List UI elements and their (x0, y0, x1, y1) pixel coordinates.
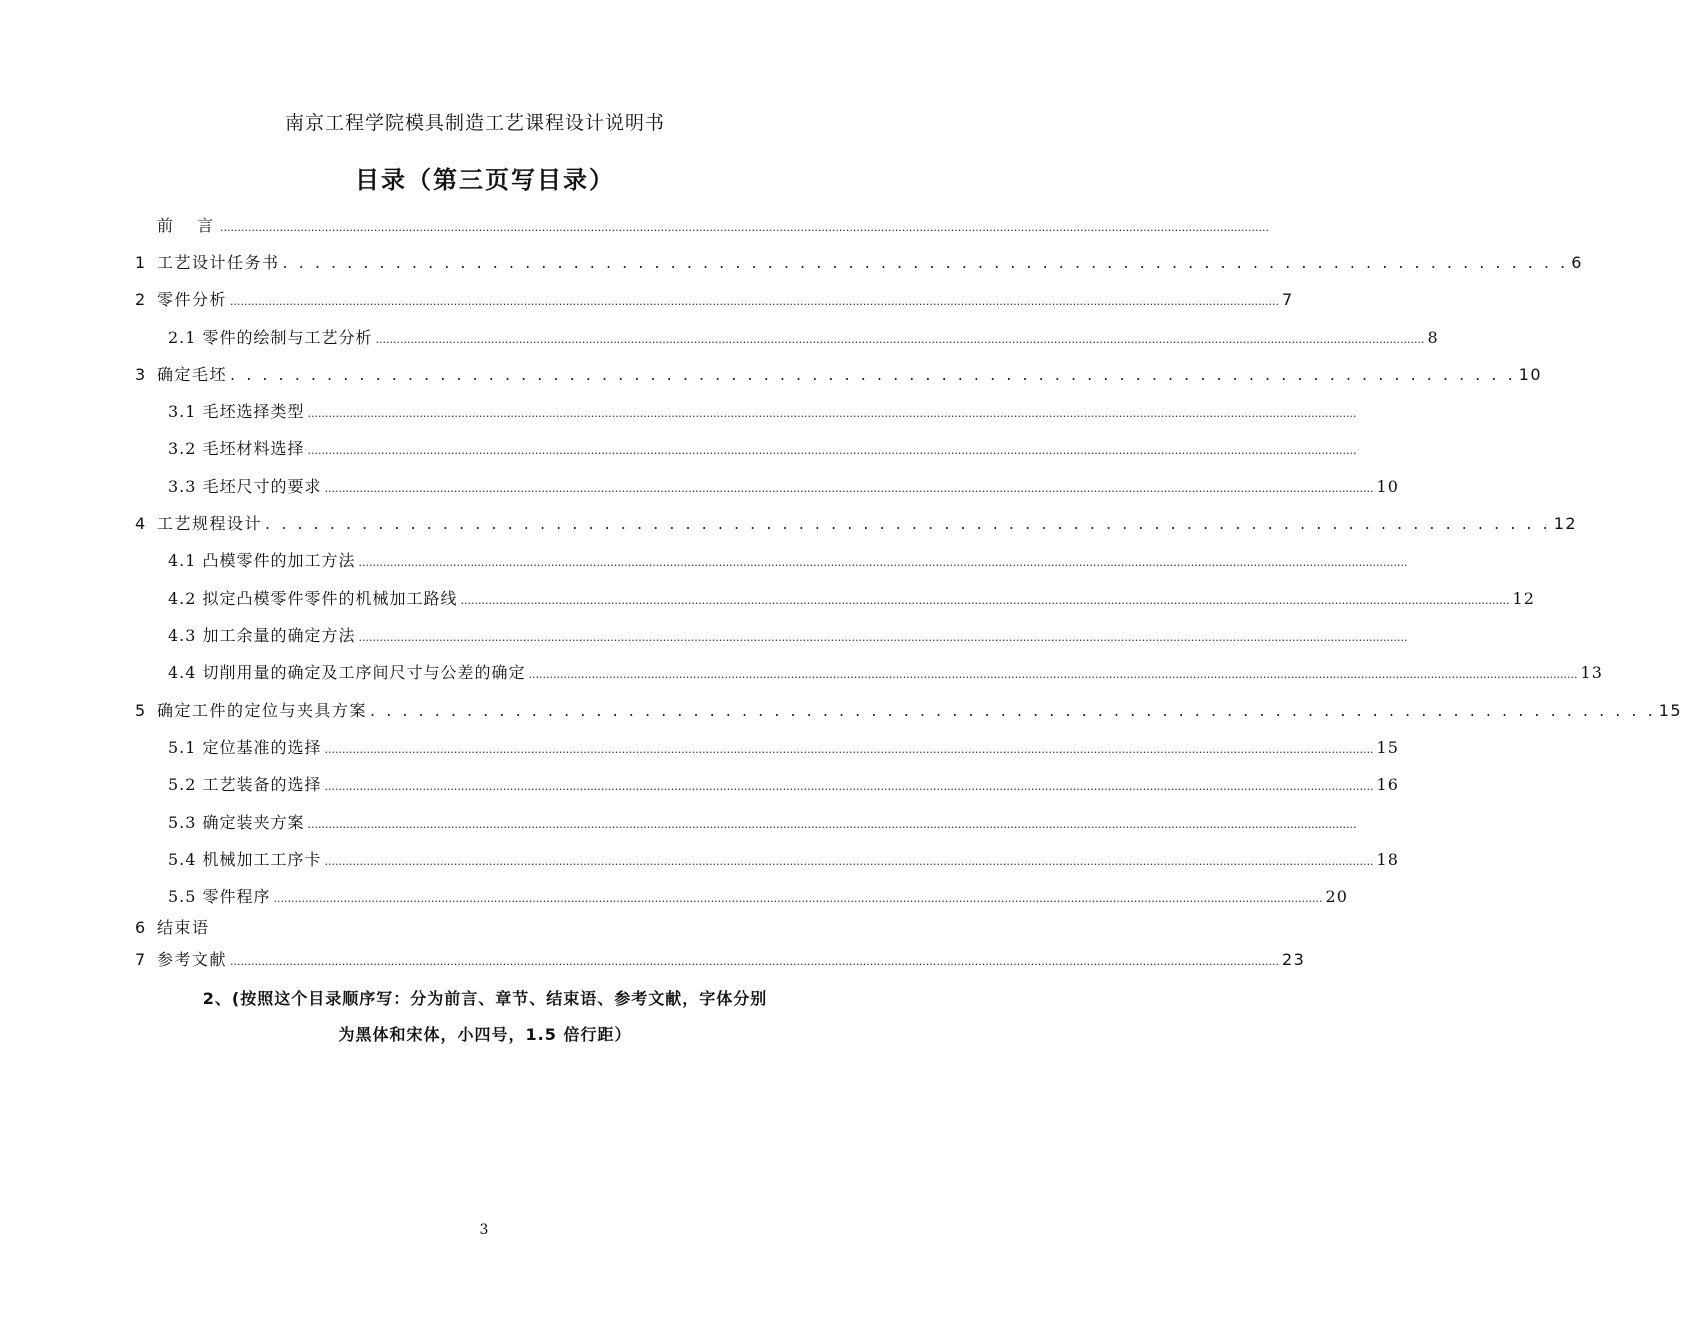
toc-page-number: 15 (1658, 701, 1682, 720)
toc-leader-dots: . . . . . . . . . . . . . . . . . . . . . . . . . . . . . . . . . . . . . . . . . . . . . . . . . . . . . . . . . . . . . . . . . . . . . . . . . . . . . . . . (265, 514, 1551, 533)
toc-leader-dots: ............................................................................................................................................................................................................................................................................................................ (375, 333, 1425, 346)
toc-entry-number: 1 (135, 253, 147, 272)
toc-entry-label: 3.2 毛坯材料选择 (168, 439, 305, 458)
toc-section-entry (168, 885, 1348, 909)
toc-chapter-entry (135, 916, 833, 940)
toc-page-number: 10 (1518, 365, 1543, 384)
toc-leader-dots: ............................................................................................................................................................................................................................................................................................................ (528, 668, 1578, 681)
toc-entry-number: 4 (135, 514, 147, 533)
toc-entry-label: 前 言 (157, 216, 218, 235)
toc-leader-dots: ............................................................................................................................................................................................................................................................................................................ (230, 955, 1279, 968)
toc-chapter-entry (135, 512, 1578, 536)
toc-page-number: 18 (1376, 850, 1399, 869)
toc-entry-number: 5 (135, 701, 147, 720)
toc-leader-dots: . . . . . . . . . . . . . . . . . . . . . . . . . . . . . . . . . . . . . . . . . . . . . . . . . . . . . . . . . . . . . . . . . . . . . . . . . . . . . . . . (230, 365, 1516, 384)
toc-entry-label: 零件分析 (157, 290, 228, 309)
toc-entry-label: 5.4 机械加工工序卡 (168, 850, 322, 869)
toc-section-entry (168, 848, 1399, 872)
toc-entry-label: 4.3 加工余量的确定方法 (168, 626, 356, 645)
toc-leader-dots: . . . . . . . . . . . . . . . . . . . . . . . . . . . . . . . . . . . . . . . . . . . . . . . . . . . . . . . . . . . . . . . . . . . . . . . . . . . . . . . . (370, 701, 1656, 720)
page-number: 3 (479, 1222, 489, 1238)
toc-chapter-entry (135, 214, 1269, 238)
toc-section-entry (168, 549, 1408, 573)
toc-entry-label: 工艺规程设计 (157, 514, 263, 533)
toc-entry-label: 5.1 定位基准的选择 (168, 738, 322, 757)
toc-leader-dots: ............................................................................................................................................................................................................................................................................................................ (307, 444, 1357, 457)
toc-leader-dots: ............................................................................................................................................................................................................................................................................................................ (307, 407, 1357, 420)
toc-entry-label: 4.4 切削用量的确定及工序间尺寸与公差的确定 (168, 663, 526, 682)
toc-section-entry (168, 736, 1399, 760)
toc-entry-label: 确定工件的定位与夹具方案 (157, 701, 368, 720)
toc-leader-dots: ............................................................................................................................................................................................................................................................................................................ (358, 556, 1408, 569)
toc-entry-number: 3 (135, 365, 147, 384)
toc-entry-number: 7 (135, 950, 147, 969)
toc-section-entry (168, 475, 1399, 499)
instruction-note-line-2: 为黑体和宋体，小四号，1.5 倍行距） (338, 1025, 632, 1044)
toc-page-number: 16 (1376, 775, 1399, 794)
toc-leader-dots: ............................................................................................................................................................................................................................................................................................................ (230, 295, 1279, 308)
toc-leader-dots: ............................................................................................................................................................................................................................................................................................................ (220, 221, 1269, 234)
toc-leader-dots: . . . . . . . . . . . . . . . . . . . . . . . . . . . . . . . . . . . . . . . . . . . . . . . . . . . . . . . . . . . . . . . . . . . . . . . . . . . . . . . . (282, 253, 1569, 272)
toc-section-entry (168, 661, 1603, 685)
toc-entry-number: 2 (135, 290, 147, 309)
toc-leader-dots: ............................................................................................................................................................................................................................................................................................................ (307, 818, 1357, 831)
toc-page-number: 8 (1427, 328, 1439, 347)
toc-section-entry (168, 773, 1399, 797)
toc-page-number: 7 (1282, 290, 1294, 309)
toc-page-number: 23 (1282, 950, 1306, 969)
toc-entry-label: 工艺设计任务书 (157, 253, 280, 272)
toc-page-number: 20 (1325, 887, 1348, 906)
toc-page-number: 6 (1571, 253, 1583, 272)
toc-page-number: 12 (1553, 514, 1578, 533)
toc-entry-label: 结束语 (157, 918, 210, 937)
toc-page-number: 10 (1376, 477, 1399, 496)
toc-chapter-entry (135, 699, 1682, 723)
toc-section-entry (168, 624, 1408, 648)
toc-page-number: 12 (1512, 589, 1535, 608)
toc-chapter-entry (135, 288, 1294, 312)
toc-section-entry (168, 326, 1439, 350)
page-header: 南京工程学院模具制造工艺课程设计说明书 (284, 112, 665, 134)
toc-entry-label: 4.1 凸模零件的加工方法 (168, 551, 356, 570)
toc-chapter-entry (135, 948, 1306, 972)
toc-leader-dots: ............................................................................................................................................................................................................................................................................................................ (460, 594, 1510, 607)
toc-leader-dots: ............................................................................................................................................................................................................................................................................................................ (358, 631, 1408, 644)
toc-title: 目录（第三页写目录） (355, 166, 615, 194)
toc-entry-number: 6 (135, 918, 147, 937)
toc-page-number: 15 (1376, 738, 1399, 757)
toc-leader-dots: ............................................................................................................................................................................................................................................................................................................ (324, 855, 1374, 868)
instruction-note-line-1: 2、(按照这个目录顺序写：分为前言、章节、结束语、参考文献，字体分别 (202, 989, 768, 1008)
toc-leader-dots: ............................................................................................................................................................................................................................................................................................................ (324, 780, 1374, 793)
toc-entry-label: 参考文献 (157, 950, 228, 969)
toc-entry-label: 5.2 工艺装备的选择 (168, 775, 322, 794)
toc-page-number: 13 (1580, 663, 1603, 682)
toc-entry-label: 3.1 毛坯选择类型 (168, 402, 305, 421)
toc-entry-label: 3.3 毛坯尺寸的要求 (168, 477, 322, 496)
toc-leader-dots: ............................................................................................................................................................................................................................................................................................................ (324, 482, 1374, 495)
toc-chapter-entry (135, 251, 1583, 275)
toc-leader-dots: ............................................................................................................................................................................................................................................................................................................ (273, 892, 1323, 905)
toc-entry-label: 4.2 拟定凸模零件零件的机械加工路线 (168, 589, 458, 608)
toc-entry-label: 确定毛坯 (157, 365, 228, 384)
toc-section-entry (168, 400, 1357, 424)
toc-section-entry (168, 437, 1357, 461)
toc-entry-label: 2.1 零件的绘制与工艺分析 (168, 328, 373, 347)
toc-leader-dots: ............................................................................................................................................................................................................................................................................................................ (324, 743, 1374, 756)
toc-entry-label: 5.5 零件程序 (168, 887, 271, 906)
toc-section-entry (168, 811, 1357, 835)
toc-chapter-entry (135, 363, 1543, 387)
toc-entry-label: 5.3 确定装夹方案 (168, 813, 305, 832)
toc-section-entry (168, 587, 1535, 611)
